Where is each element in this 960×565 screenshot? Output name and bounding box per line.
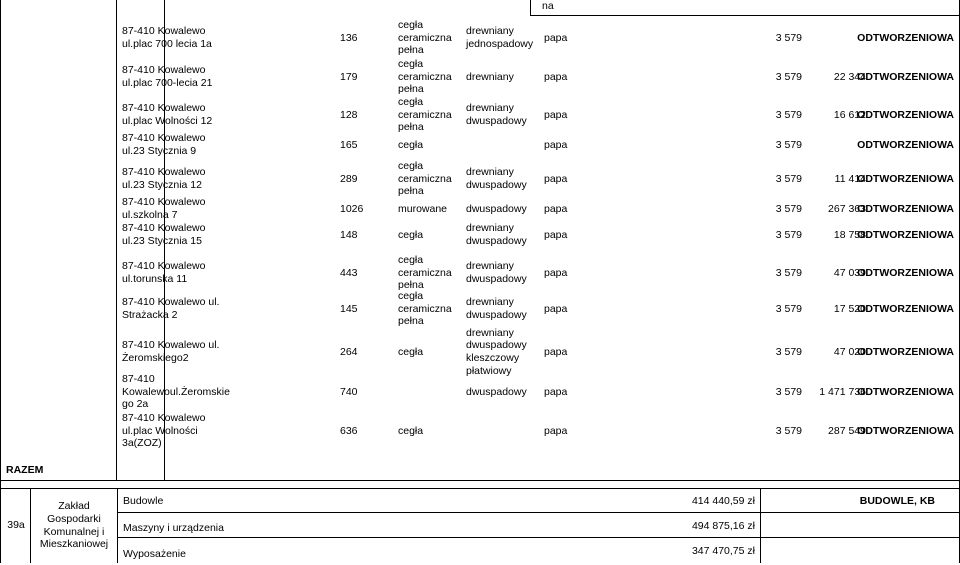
row-roof: papa bbox=[544, 266, 568, 279]
razem-label: RAZEM bbox=[6, 464, 44, 476]
row-ceiling: drewniany dwuspadowy bbox=[466, 102, 527, 127]
row-value: 3 579 bbox=[775, 385, 802, 398]
row-address: 87-410 Kowalewoul.Żeromskie go 2a bbox=[122, 373, 230, 411]
row-extra: 17 520 bbox=[833, 302, 866, 315]
footer-item-label: Budowle bbox=[123, 494, 164, 507]
row-ceiling: drewniany jednospadowy bbox=[466, 25, 534, 50]
row-roof: papa bbox=[544, 385, 568, 398]
row-roof: papa bbox=[544, 424, 568, 437]
footer-item-amount: 414 440,59 zł bbox=[691, 494, 755, 507]
row-status: ODTWORZENIOWA bbox=[857, 424, 954, 437]
footer-row-line-2 bbox=[117, 537, 960, 538]
row-value: 3 579 bbox=[775, 172, 802, 185]
row-extra: 16 612 bbox=[833, 108, 866, 121]
row-extra: 22 344 bbox=[833, 70, 866, 83]
footer-divider-3 bbox=[760, 488, 761, 563]
row-area: 443 bbox=[340, 266, 358, 279]
row-extra: 11 414 bbox=[834, 172, 866, 185]
row-roof: papa bbox=[544, 172, 568, 185]
row-extra: 47 039 bbox=[833, 266, 866, 279]
table-bottom-line bbox=[0, 480, 960, 481]
row-area: 740 bbox=[340, 385, 358, 398]
row-extra bbox=[800, 134, 866, 156]
row-status: ODTWORZENIOWA bbox=[857, 70, 954, 83]
footer-divider-1 bbox=[30, 488, 31, 563]
row-status: ODTWORZENIOWA bbox=[857, 108, 954, 121]
row-area: 1026 bbox=[340, 202, 364, 215]
row-status: ODTWORZENIOWA bbox=[857, 228, 954, 241]
row-walls bbox=[398, 374, 462, 410]
row-ceiling bbox=[466, 134, 540, 156]
row-value: 3 579 bbox=[775, 302, 802, 315]
row-status: ODTWORZENIOWA bbox=[857, 31, 954, 44]
header-divider bbox=[530, 0, 531, 15]
row-walls: cegła ceramiczna pełna bbox=[398, 19, 452, 57]
row-area: 289 bbox=[340, 172, 358, 185]
row-status: ODTWORZENIOWA bbox=[857, 172, 954, 185]
row-address: 87-410 Kowalewo ul.plac Wolności 12 bbox=[122, 102, 213, 127]
row-walls: cegła ceramiczna pełna bbox=[398, 96, 452, 134]
row-address: 87-410 Kowalewo ul.szkolna 7 bbox=[122, 196, 206, 221]
footer-item-label: Wyposażenie bbox=[123, 547, 186, 560]
row-area: 136 bbox=[340, 31, 358, 44]
row-address: 87-410 Kowalewo ul.plac 700 lecia 1a bbox=[122, 25, 212, 50]
row-status: ODTWORZENIOWA bbox=[857, 138, 954, 151]
row-address: 87-410 Kowalewo ul.23 Stycznia 15 bbox=[122, 222, 206, 247]
row-address: 87-410 Kowalewo ul.plac 700-lecia 21 bbox=[122, 64, 213, 89]
row-status: ODTWORZENIOWA bbox=[857, 345, 954, 358]
row-area: 128 bbox=[340, 108, 358, 121]
row-roof: papa bbox=[544, 70, 568, 83]
row-area: 179 bbox=[340, 70, 358, 83]
row-walls: cegła bbox=[398, 345, 424, 358]
row-area: 165 bbox=[340, 138, 358, 151]
row-ceiling: drewniany dwuspadowy bbox=[466, 166, 527, 191]
row-value: 3 579 bbox=[775, 266, 802, 279]
row-roof: papa bbox=[544, 345, 568, 358]
row-extra: 18 758 bbox=[833, 228, 866, 241]
row-extra: 267 363 bbox=[828, 202, 866, 215]
row-walls: cegła ceramiczna pełna bbox=[398, 58, 452, 96]
row-extra: 47 020 bbox=[833, 345, 866, 358]
row-status: ODTWORZENIOWA bbox=[857, 202, 954, 215]
row-walls: murowane bbox=[398, 202, 448, 215]
row-ceiling bbox=[466, 412, 540, 450]
row-roof: papa bbox=[544, 228, 568, 241]
row-value: 3 579 bbox=[775, 31, 802, 44]
row-ceiling: drewniany dwuspadowy bbox=[466, 260, 527, 285]
row-ceiling: drewniany dwuspadowy bbox=[466, 222, 527, 247]
row-roof: papa bbox=[544, 302, 568, 315]
row-address: 87-410 Kowalewo ul.23 Stycznia 12 bbox=[122, 166, 206, 191]
row-value: 3 579 bbox=[775, 202, 802, 215]
row-ceiling: dwuspadowy bbox=[466, 385, 527, 398]
footer-row-line-1 bbox=[117, 512, 960, 513]
footer-item-amount: 347 470,75 zł bbox=[691, 544, 755, 557]
row-value: 3 579 bbox=[775, 138, 802, 151]
row-address: 87-410 Kowalewo ul. Żeromskiego2 bbox=[122, 339, 220, 364]
row-extra: 1 471 736 bbox=[819, 385, 866, 398]
row-address: 87-410 Kowalewo ul.plac Wolności 3a(ZOZ) bbox=[122, 412, 206, 450]
footer-top-line bbox=[0, 488, 960, 489]
footer-item-note: BUDOWLE, KB bbox=[859, 494, 935, 507]
header-line bbox=[530, 15, 960, 16]
row-extra bbox=[800, 20, 866, 56]
row-roof: papa bbox=[544, 202, 568, 215]
row-status: ODTWORZENIOWA bbox=[857, 385, 954, 398]
row-extra: 287 549 bbox=[828, 424, 866, 437]
row-value: 3 579 bbox=[775, 345, 802, 358]
footer-item-label: Maszyny i urządzenia bbox=[123, 521, 224, 534]
row-ceiling: drewniany dwuspadowy kleszczowy płatwiowy bbox=[466, 326, 527, 377]
row-roof: papa bbox=[544, 108, 568, 121]
row-status: ODTWORZENIOWA bbox=[857, 302, 954, 315]
row-area: 636 bbox=[340, 424, 358, 437]
row-status: ODTWORZENIOWA bbox=[857, 266, 954, 279]
footer-divider-2 bbox=[117, 488, 118, 563]
row-ceiling: drewniany bbox=[466, 70, 514, 83]
row-address: 87-410 Kowalewo ul.torunska 11 bbox=[122, 260, 206, 285]
row-walls: cegła ceramiczna pełna bbox=[398, 290, 452, 328]
row-address: 87-410 Kowalewo ul. Strażacka 2 bbox=[122, 296, 220, 321]
row-ceiling: dwuspadowy bbox=[466, 202, 527, 215]
row-area: 264 bbox=[340, 345, 358, 358]
footer-id: 39a bbox=[7, 519, 25, 532]
table-left-border bbox=[0, 0, 1, 563]
row-walls: cegła bbox=[398, 138, 424, 151]
row-value: 3 579 bbox=[775, 228, 802, 241]
footer-item-amount: 494 875,16 zł bbox=[691, 519, 755, 532]
top-label: na bbox=[542, 0, 554, 12]
row-address: 87-410 Kowalewo ul.23 Stycznia 9 bbox=[122, 132, 206, 157]
footer-org: Zakład Gospodarki Komunalnej i Mieszkaniowej bbox=[39, 500, 109, 551]
row-roof: papa bbox=[544, 138, 568, 151]
col-divider-address bbox=[116, 0, 117, 480]
row-walls: cegła bbox=[398, 228, 424, 241]
row-value: 3 579 bbox=[775, 70, 802, 83]
row-walls: cegła bbox=[398, 424, 424, 437]
row-roof: papa bbox=[544, 31, 568, 44]
row-value: 3 579 bbox=[775, 108, 802, 121]
row-walls: cegła ceramiczna pełna bbox=[398, 254, 452, 292]
row-area: 145 bbox=[340, 302, 358, 315]
row-value: 3 579 bbox=[775, 424, 802, 437]
row-ceiling: drewniany dwuspadowy bbox=[466, 296, 527, 321]
row-area: 148 bbox=[340, 228, 358, 241]
row-walls: cegła ceramiczna pełna bbox=[398, 160, 452, 198]
